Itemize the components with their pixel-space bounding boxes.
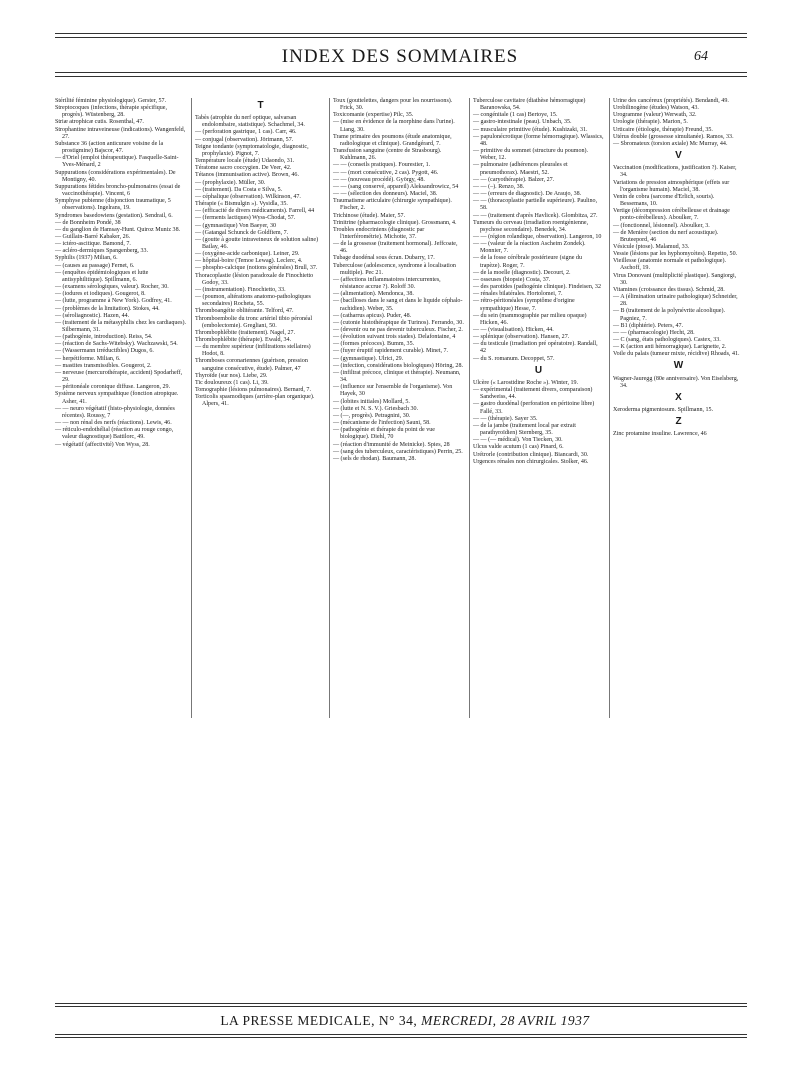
index-entry: — (mécanisme de l'infection) Sauni, 58. bbox=[333, 420, 431, 427]
section-letter: U bbox=[534, 364, 543, 376]
index-entry: — (gymnastique) Von Baeyer, 30 bbox=[195, 222, 276, 229]
index-entry: — de Bonnheim Pondé, 38 bbox=[55, 219, 121, 226]
index-entry: — (lobites initiales) Mollard, 5. bbox=[333, 398, 410, 405]
column-separator bbox=[469, 98, 470, 718]
page-title: INDEX DES SOMMAIRES bbox=[281, 46, 519, 67]
index-entry: — (pathogénie et thérapie du point de vue biologique). Diehl, 70 bbox=[333, 427, 435, 441]
index-entry: — phospho-calcique (notions générales) Brull, 37. bbox=[195, 265, 318, 272]
index-entry: — (formes précoces). Bumm, 35. bbox=[333, 341, 415, 348]
index-entry: — papulonécrotique (forme hémorragique). Wlassics, 48. bbox=[473, 133, 604, 147]
index-entry: — du S. romanum. Decoppet, 57. bbox=[473, 355, 555, 362]
index-entry: — hôpital-boire (Temoe Lewag). Leclerc, 4. bbox=[195, 258, 303, 265]
index-entry: — — (erreurs de diagnostic). De Araujo, 38. bbox=[473, 191, 582, 198]
index-entry: Température locale (étude) Udaondo, 31. bbox=[195, 158, 295, 165]
index-entry: — (catharrus apicus). Puder, 48. bbox=[333, 312, 412, 319]
index-entry: — — (mort consécutive, 2 cas). Pygott, 46. bbox=[333, 169, 439, 176]
index-entry: — (cutonie histothérapique de Turinos). Ferrando, 30. bbox=[333, 319, 464, 326]
header-rule-bottom bbox=[55, 72, 747, 73]
index-entry: — (traitement de la métasyphilis chez les cardiaques). Silbermann, 31. bbox=[55, 319, 186, 333]
index-entry: Wagner-Jauregg (80e anniversaire). Von Eiselsberg, 34. bbox=[613, 375, 739, 389]
index-entry: — B (traitement de la polynévrite alcoolique). Pagniez, 7. bbox=[613, 308, 725, 322]
index-entry: — A (élimination urinaire pathologique) Schneider, 28. bbox=[613, 294, 738, 308]
index-entry: Vitamines (croissance des tissus). Schmid, 28. bbox=[613, 286, 725, 293]
index-column-5 bbox=[613, 98, 744, 439]
index-entry: — (réaction de Sachs-Witebsky). Wachzawski, 54. bbox=[55, 341, 178, 348]
index-entry: Torticolis spasmodiques (arrière-plan organique). Alpers, 41. bbox=[195, 394, 315, 408]
index-entry: Substance 36 (action anticurare voisine de la prostigmine) Bajscor, 47. bbox=[55, 140, 164, 155]
section-letter: W bbox=[673, 360, 684, 372]
index-entry: — congénitale (1 cas) Bertoye, 15. bbox=[473, 112, 558, 119]
index-entry: — — (valeur de la réaction Ascheim Zondek). Monnier, 7. bbox=[473, 241, 586, 255]
index-entry: Tumeurs du cerveau (irradiation roentgénienne, psychose secondaire). Benedek, 34. bbox=[473, 219, 589, 233]
index-entry: — (Wassermann irréductibles) Dugos, 6. bbox=[55, 348, 154, 355]
index-entry: Virus Donovani (multiplicité plastique). Sangiorgi, 30. bbox=[613, 272, 737, 286]
index-entry: Tuberculose cavitaire (diathèse hémorragique) Baranowska, 54. bbox=[473, 98, 586, 112]
index-entry: Symphyse pubienne (disjonction traumatique, 5 observations). Ingelrans, 19. bbox=[55, 198, 171, 212]
index-entry: Trame primaire des poumons (étude anatomique, radiologique et clinique). Grandgérard, 7. bbox=[333, 133, 452, 147]
index-entry: — primitive du sommet (structure du poumon). Weber, 12. bbox=[473, 148, 589, 162]
index-entry: — (causes au passage) Fernet, 6. bbox=[55, 262, 135, 269]
index-entry: Ulcus valde acutum (1 cas) Pinard, 6. bbox=[473, 444, 564, 451]
index-entry: Traumatisme articulaire (chirurgie sympathique). Fischer, 2. bbox=[333, 198, 452, 212]
index-entry: Tic douloureux (1 cas). Li, 39. bbox=[195, 379, 269, 386]
index-entry: — (influence sur l'ensemble de l'organisme). Von Hayek, 30 bbox=[333, 384, 453, 398]
index-entry: — K (action anti hémorragique). Larignette, 2. bbox=[613, 344, 727, 351]
index-entry: Vaccination (modifications, justification ?). Kaiser, 34. bbox=[613, 165, 737, 179]
index-entry: — de la grossesse (traitement hormonal). Jeffcoate, 46. bbox=[333, 241, 458, 255]
index-column-3 bbox=[333, 98, 464, 463]
footer-rule-bottom-2 bbox=[55, 1037, 747, 1038]
index-entry: Troubles endocriniens (diagnostic par l'interférométrie). Michotte, 37. bbox=[333, 226, 425, 240]
index-entry: Voile du palais (tumeur mixte, récidive) Rhoads, 41. bbox=[613, 351, 740, 358]
index-entry: — — non rénal des nerfs (réactions). Lewis, 46. bbox=[55, 420, 172, 427]
index-entry: — nerveuse (mercurothérapie, accident) Spodarheff, 29. bbox=[55, 369, 183, 384]
index-entry: Variations de pression atmosphérique (effets sur l'organisme humain). Maciel, 38. bbox=[613, 179, 730, 193]
index-column-1 bbox=[55, 98, 186, 449]
index-entry: — végétatif (affectivité) Von Wyss, 28. bbox=[55, 441, 150, 448]
index-entry: Système nerveux sympathique (fonction atropique. Asher, 41. bbox=[55, 391, 179, 405]
issue-number: N° 34, bbox=[378, 1013, 418, 1028]
index-entry: — — (traitement d'après Havlicek). Glombitza, 27. bbox=[473, 212, 598, 219]
index-entry: — mastites transmissibles. Gougerot, 2. bbox=[55, 362, 152, 369]
index-entry: Urobilinogène (études) Watson, 43. bbox=[613, 105, 699, 112]
index-entry: Trichinose (étude). Maier, 57. bbox=[333, 212, 406, 219]
index-entry: — (iodures et iodiques). Gougerot, 8. bbox=[55, 291, 146, 298]
index-entry: — (examens sérologiques, valeur). Rocher, 30. bbox=[55, 284, 169, 291]
index-entry: — (bacilloses dans le sang et dans le liquide céphalo-rachidien). Weber, 35. bbox=[333, 298, 463, 312]
index-entry: — C (sang, états pathologiques). Castex, 33. bbox=[613, 337, 721, 343]
index-entry: — Guillain-Barré Kabaker, 26. bbox=[55, 233, 131, 240]
index-entry: — de la moelle (diagnostic). Decourt, 2. bbox=[473, 269, 571, 276]
index-entry: Toxicomanie (expertise) Pilc, 35. bbox=[333, 112, 414, 119]
index-entry: — (lutte, programme à New York). Godfrey, 41. bbox=[55, 298, 172, 305]
index-entry: — des parotides (pathogénie clinique). Findeisen, 32 bbox=[473, 284, 601, 291]
index-entry: Streptocoques (infections, thérapie spécifique, progrès). Wüstenberg, 28. bbox=[55, 105, 167, 119]
footer bbox=[60, 1013, 750, 1029]
index-entry: Syphilis (1937) Milian, 6. bbox=[55, 255, 118, 262]
index-entry: Suppurations fétides broncho-pulmonaires (essai de vaccinothérapie). Vincent, 6 bbox=[55, 183, 181, 198]
index-entry: Urologie (thérapie). Marion, 5. bbox=[613, 119, 688, 126]
section-letter: T bbox=[257, 100, 264, 111]
index-entry: — — (région rolandique, observation). Langeron, 10 bbox=[473, 233, 602, 240]
index-entry: Venin de cobra (sarcome d'Erlich, souris). Bessemans, 10. bbox=[613, 193, 715, 208]
index-entry: Syndromes basedowiens (gestation). Sendrail, 6. bbox=[55, 212, 173, 219]
index-entry: — herpétiforme. Milian, 6. bbox=[55, 355, 121, 362]
index-entry: — Sbromateux (torsion axiale) Mc Murray, 44. bbox=[613, 140, 728, 147]
section-letter: V bbox=[675, 150, 682, 162]
index-entry: — (ferments lactiques) Wyss-Chodat, 57. bbox=[195, 215, 296, 222]
index-entry: Vessie (lésions par les hyphomycètes). Repetto, 50. bbox=[613, 251, 738, 258]
index-entry: — (sang des tuberculeux, caractéristiques) Perrin, 25. bbox=[333, 448, 463, 455]
index-entry: — splénique (observation). Hansen, 27. bbox=[473, 334, 570, 341]
index-entry: Strophantine intraveineuse (indications). Wangenfeld, 27. bbox=[55, 126, 186, 140]
index-entry: — gastro duodénal (perforation en péritoine libre) Fallé, 33. bbox=[473, 401, 595, 415]
index-entry: — acléro-dermiques Spangenberg, 33. bbox=[55, 248, 149, 255]
index-entry: Suppurations (considérations expérimentales). De Montigny, 40. bbox=[55, 169, 176, 183]
index-entry: Tératome sacro coccygien. De Veer, 42. bbox=[195, 165, 292, 172]
index-entry: — (pathogénie, introduction). Reiss, 54. bbox=[55, 334, 153, 341]
header-rule-top-2 bbox=[55, 37, 747, 38]
index-entry: Stérilité féminine physiologique). Gerster, 57. bbox=[55, 98, 167, 104]
index-entry: Urogramme (valeur) Werwath, 32. bbox=[613, 112, 697, 119]
index-entry: — céphalique (observation). Wilkinson, 47. bbox=[195, 193, 301, 200]
index-entry: — (infiltrat précoce, clinique et thérapie). Neumann, 34. bbox=[333, 369, 461, 384]
index-entry: — conjugal (observation). Jörimann, 57. bbox=[195, 136, 294, 143]
index-entry: — — (thérapie). Sayer 35. bbox=[473, 415, 538, 422]
header-rule-bottom-2 bbox=[55, 76, 747, 77]
index-entry: — — (visualisation). Hicken, 44. bbox=[473, 327, 554, 333]
index-entry: — expérimental (traitement divers, comparaison) Sandweiss, 44. bbox=[473, 387, 593, 401]
index-entry: — de la jambe (traitement local par extrait parathyroïdien) Sternberg, 35. bbox=[473, 422, 576, 437]
index-entry: — B1 (diphtérie). Peters, 47. bbox=[613, 322, 684, 329]
index-entry: — (oxygène-acide carbonique). Leiner, 29. bbox=[195, 251, 300, 258]
index-entry: — (sels de rhodan). Baumann, 28. bbox=[333, 455, 416, 462]
index-entry: — musculaire primitive (étude). Kushizaki, 31. bbox=[473, 126, 588, 133]
journal-name: LA PRESSE MEDICALE, bbox=[220, 1013, 375, 1028]
index-entry: — — (conseils pratiques). Fourestier, 1. bbox=[333, 162, 431, 169]
column-separator bbox=[609, 98, 610, 718]
index-entry: Thromboses coronariennes (guérison, pression sanguine consécutive, étude). Palmer, 47 bbox=[195, 358, 308, 372]
index-entry: Toux (gouttelettes, dangers pour les nourrissons). Frick, 30. bbox=[333, 98, 453, 112]
column-separator bbox=[329, 98, 330, 718]
index-entry: — (évolution suivant trois stades). Delafontaine, 4 bbox=[333, 334, 456, 341]
index-entry: Vésicule (ptose). Malamud, 33. bbox=[613, 243, 690, 250]
index-entry: — (gymnastique). Ulrici, 29. bbox=[333, 355, 404, 362]
footer-rule-top bbox=[55, 1003, 747, 1004]
index-entry: — du ganglion de Hamsay-Hunt. Quiroz Muniz 38. bbox=[55, 226, 181, 233]
index-entry: Vieillesse (anatomie normale et pathologique). Aschoff, 19. bbox=[613, 258, 726, 272]
index-entry: — ictéro-ascitique. Bamond, 7. bbox=[55, 241, 131, 248]
header-rule-top bbox=[55, 33, 747, 34]
index-entry: — (fuyer éruptif rapidement curable). Minet, 7. bbox=[333, 348, 449, 355]
index-entry: — — (thoracoplastie partielle supérieure). Paulino, 58. bbox=[473, 198, 598, 212]
index-entry: Thyroïde (sur nos). Liebe, 29. bbox=[195, 372, 268, 379]
index-entry: — (infection, considérations biologiques) Höring, 28. bbox=[333, 362, 463, 369]
index-entry: Transfusion sanguine (centre de Strasbourg). Kuhlmann, 26. bbox=[333, 148, 442, 162]
index-entry: — (lutte et N. S. V.). Griesbach 30. bbox=[333, 405, 419, 412]
index-entry: Tomographie (lésions pulmonaires). Bernard, 7. bbox=[195, 387, 311, 394]
index-entry: — — (nouveau procédé). György, 48. bbox=[333, 176, 425, 183]
index-entry: Utérus double (grossesse simultanée). Ramos, 33. bbox=[613, 133, 734, 140]
index-entry: Tubage duodénal sous écran. Dubarry, 17. bbox=[333, 255, 435, 262]
index-entry: Thromboembolie du tronc artériel tibio péronéal (embolectomie). Gregliani, 50. bbox=[195, 315, 313, 329]
index-entry: Tabès (atrophie du nerf optique, salvarsan endolombaire, statistique). Schachmel, 34. bbox=[195, 115, 305, 129]
index-entry: Urétrorle (contribution clinique). Biancardi, 30. bbox=[473, 451, 589, 458]
index-entry: Thromboangéite oblitérante. Telford, 47. bbox=[195, 308, 294, 315]
index-entry: Thrombophlébite (thérapie). Ewald, 34. bbox=[195, 337, 292, 343]
index-entry: — (instrumentation). Finochietto, 33. bbox=[195, 286, 286, 293]
index-entry: — — (sang conservé, appareil) Aleksandrowicz, 54 bbox=[333, 183, 459, 190]
index-entry: Tuberculose (adolescence, syndrome à localisation multiple). Pec 21. bbox=[333, 262, 456, 276]
index-entry: — osseuses (biopsie) Costa, 37. bbox=[473, 276, 551, 283]
index-entry: — (poumon, altérations anatomo-pathologiques secondaires) Rocheta, 55. bbox=[195, 294, 311, 308]
index-entry: Urgences rénales non chirurgicales. Stolker, 46. bbox=[473, 458, 589, 465]
index-entry: — (prophylaxie). Müller, 30. bbox=[195, 179, 266, 186]
index-entry: Vertige (décompression cérébelleuse et drainage ponto-cérébelleux). Aboulker, 7. bbox=[613, 208, 730, 222]
issue-date: MERCREDI, 28 AVRIL 1937 bbox=[421, 1013, 590, 1028]
index-entry: Tétanos (immunisation active). Brown, 46. bbox=[195, 172, 299, 179]
index-entry: — (mise en évidence de la morphine dans l'urine). Liang, 30. bbox=[333, 119, 455, 133]
index-entry: Xeroderma pigmentosum. Spillmann, 15. bbox=[613, 407, 714, 414]
index-entry: — (Gatangal Schunck de Goldfiem, 7. bbox=[195, 229, 289, 236]
index-entry: — du membre supérieur (infiltrations stellaires) Hodot, 8. bbox=[195, 344, 311, 358]
index-entry: — (perforation gastrique, 1 cas). Carr, 46. bbox=[195, 129, 297, 136]
footer-rule-bottom bbox=[55, 1034, 747, 1035]
index-entry: — (séroliagnostic). Hazen, 44. bbox=[55, 312, 130, 319]
index-entry: — rétro-péritonéales (symptôme d'origine sympathique) Hesse, 7. bbox=[473, 298, 575, 312]
index-entry: — rénales bilatérales. Hortolomei, 7. bbox=[473, 291, 563, 298]
index-entry: — péritonéale coronique diffuse. Langeron, 29. bbox=[55, 384, 171, 391]
index-entry: — (traitement). Da Costa e Silva, 5. bbox=[195, 186, 283, 193]
index-entry: — d'Oriel (emploi thérapeutique). Fasquelle-Saint-Yves-Ménard, 2 bbox=[55, 155, 179, 169]
index-entry: Urine des cancéreux (propriétés). Bendandi, 49. bbox=[613, 98, 729, 104]
index-entry: — du sein (mammographie par milieu opaque) Hicken, 46. bbox=[473, 312, 587, 326]
index-entry: Ulcère (« Larostidine Roche »). Winter, 19. bbox=[473, 379, 579, 386]
section-letter: Z bbox=[675, 416, 682, 428]
index-entry: — — (sélection des donneurs). Maciel, 38. bbox=[333, 191, 438, 198]
index-entry: — (fonctionnel, lésionnel). Aboulker, 3. bbox=[613, 222, 710, 229]
index-column-2 bbox=[195, 98, 326, 409]
index-entry: Trinitrine (pharmacologie clinique). Grossmann, 4. bbox=[333, 219, 457, 226]
footer-rule-top-2 bbox=[55, 1006, 747, 1007]
index-entry: — (devenir ou ne pas devenir tuberculeux. Fischer, 2. bbox=[333, 327, 463, 333]
page-number: 64 bbox=[694, 49, 708, 64]
index-entry: Urticaire (étiologie, thérapie) Freund, 35. bbox=[613, 126, 713, 133]
index-entry: — (problèmes de la limitation). Stokes, 44. bbox=[55, 305, 160, 312]
index-entry: Zinc protamine insuline. Lawrence, 46 bbox=[613, 431, 707, 438]
index-entry: — (alimentation). Mendonca, 38. bbox=[333, 291, 414, 298]
index-entry: — du testicule (irradiation pré opératoire). Randall, 42 bbox=[473, 341, 598, 355]
index-entry: — — neuro végétatif (histo-physiologie, données récentes). Roussy, 7 bbox=[55, 405, 175, 419]
index-entry: Thrombophlébite (traitement). Nagel, 27. bbox=[195, 329, 296, 336]
index-entry: — gastro-intestinale (peau). Unbach, 35. bbox=[473, 119, 572, 126]
index-column-4 bbox=[473, 98, 604, 466]
index-entry: — — (— médical). Von Tiecken, 30. bbox=[473, 437, 563, 444]
index-entry: — (efficacité de divers médicaments). Farrell, 44 bbox=[195, 208, 315, 215]
index-entry: — réticulo-endothélial (réaction au rouge congo, valeur diagnostique) Battilorc, 49. bbox=[55, 427, 174, 441]
index-entry: — de Menière (section du nerf acoustique). Bruteepord, 46 bbox=[613, 229, 719, 243]
index-entry: — (affections inflammatoires intercurrentes, résistance accrue ?). Roloff 30. bbox=[333, 276, 441, 291]
column-separator bbox=[191, 98, 192, 718]
index-entry: — de la fosse cérébrale postérieure (signe du trapèze). Roger, 7. bbox=[473, 255, 582, 269]
index-entry: — — (pharmacologie) Hecht, 28. bbox=[613, 329, 695, 336]
index-entry: — (réaction d'immunité de Meinicke). Spies, 28 bbox=[333, 441, 450, 448]
index-entry: Teigne tondante (symptomatologie, diagnostic, prophylaxie). Pignot, 7. bbox=[195, 143, 309, 157]
index-entry: Thérapie (« Bismulgin »). Vysidla, 35. bbox=[195, 201, 288, 208]
index-entry: — (goutte à goutte intraveineux de solution saline) Bailay, 46. bbox=[195, 236, 319, 250]
index-entry: Thoracoplastie (lésion paradoxale de Finochietto Godoy, 33. bbox=[195, 272, 314, 286]
index-entry: Striæ atrophicæ cutis. Rosenthal, 47. bbox=[55, 119, 144, 126]
index-entry: — — (–). Renzo, 38. bbox=[473, 183, 525, 190]
index-entry: — (enquêtes épidémiologiques et lutte antisyphilitique). Spillmann, 6. bbox=[55, 269, 149, 283]
index-entry: — — (caryothérapie). Balzer, 27. bbox=[473, 176, 555, 183]
index-entry: — pulmonaire (adhérences pleurales et pneumothorax). Maestri, 52. bbox=[473, 162, 568, 176]
index-entry: — (—, progrès). Petragnini, 30. bbox=[333, 412, 411, 419]
section-letter: X bbox=[675, 391, 682, 403]
